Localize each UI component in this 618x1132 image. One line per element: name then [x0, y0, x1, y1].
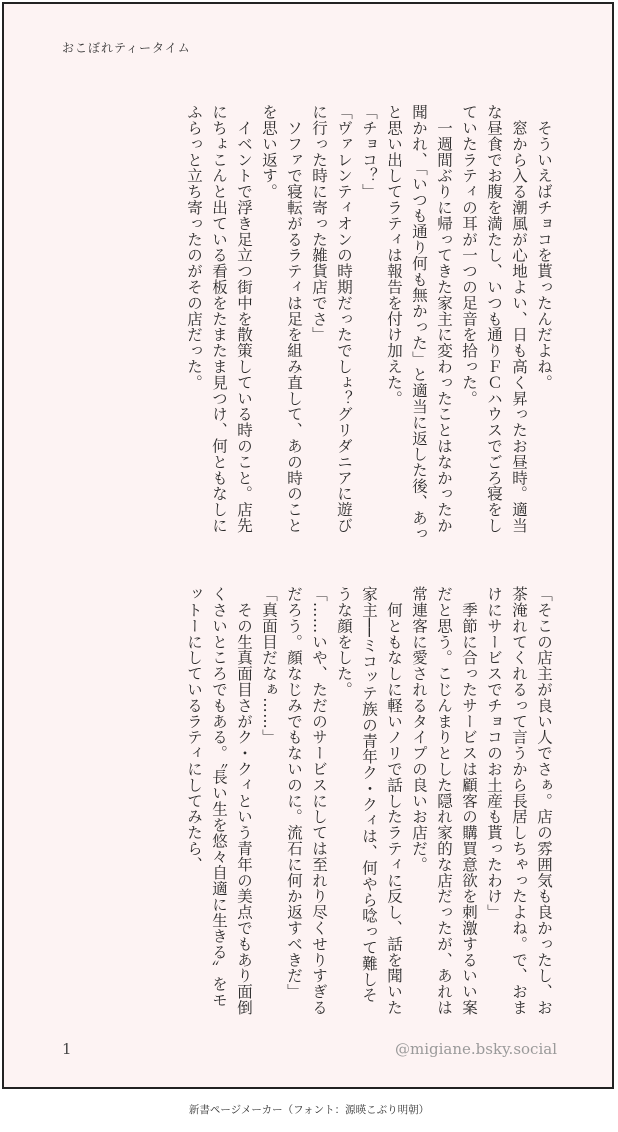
- page-number: 1: [62, 1040, 72, 1058]
- paragraph: 季節に合ったサービスは顧客の購買意欲を刺激するいい案だと思う。こじんまりとした隠れ家的な店だったが、あれは常連客に愛されるタイプの良いお店だ。: [410, 586, 478, 1016]
- paragraph: 何ともなしに軽いノリで話したラティに反し、話を聞いた家主──ミコッテ族の青年ク・クィは、何やら唸って難しそうな顔をした。: [335, 586, 403, 1016]
- book-page: [2, 2, 614, 1089]
- chapter-title: おこぼれティータイム: [62, 41, 191, 55]
- generator-credit: 新書ページメーカー（フォント：源暎こぶり明朝）: [188, 1104, 430, 1116]
- dialogue: 「ヴァレンティオンの時期だったでしょ？グリダニアに遊びに行った時に寄った雑貨店でさ」: [310, 104, 353, 534]
- paragraph: 窓から入る潮風が心地よい、日も高く昇ったお昼時。適当な昼食でお腹を満たし、いつも通りＦＣハウスでごろ寝をしていたラティの耳が一つの足音を拾った。: [460, 104, 528, 534]
- dialogue: 「チョコ？」: [360, 104, 378, 200]
- paragraph: その生真面目さがク・クィという青年の美点でもあり面倒くさいところでもある。〝長い生を悠々自適に生きる〟をモットーにしているラティにしてみたら、: [185, 586, 253, 1016]
- author-handle: @migiane.bsky.social: [395, 1040, 557, 1058]
- paragraph: ソファで寝転がるラティは足を組み直して、あの時のことを思い返す。: [260, 104, 303, 534]
- lower-text-block: [181, 586, 556, 1016]
- paragraph: イベントで浮き足立つ街中を散策している時のこと。店先にちょこんと出ている看板をたまたま見つけ、何ともなしにふらっと立ち寄ったのがその店だった。: [185, 104, 253, 534]
- dialogue: 「そこの店主が良い人でさぁ。店の雰囲気も良かったし、お茶淹れてくれるって言うから長居しちゃったよね。で、おまけにサービスでチョコのお土産も貰ったわけ」: [485, 586, 553, 1016]
- upper-text-block: [181, 104, 556, 544]
- paragraph: そういえばチョコを貰ったんだよね。: [535, 104, 553, 391]
- dialogue: 「……いや、ただのサービスにしては至れり尽くせりすぎるだろう。顔なじみでもないのに。流石に何か返すべきだ」: [285, 586, 328, 1016]
- paragraph: 一週間ぶりに帰ってきた家主に変わったことはなかったか聞かれ、「いつも通り何も無かった」と適当に返した後、あっと思い出してラティは報告を付け加えた。: [385, 104, 453, 542]
- dialogue: 「真面目だなぁ……」: [260, 586, 278, 745]
